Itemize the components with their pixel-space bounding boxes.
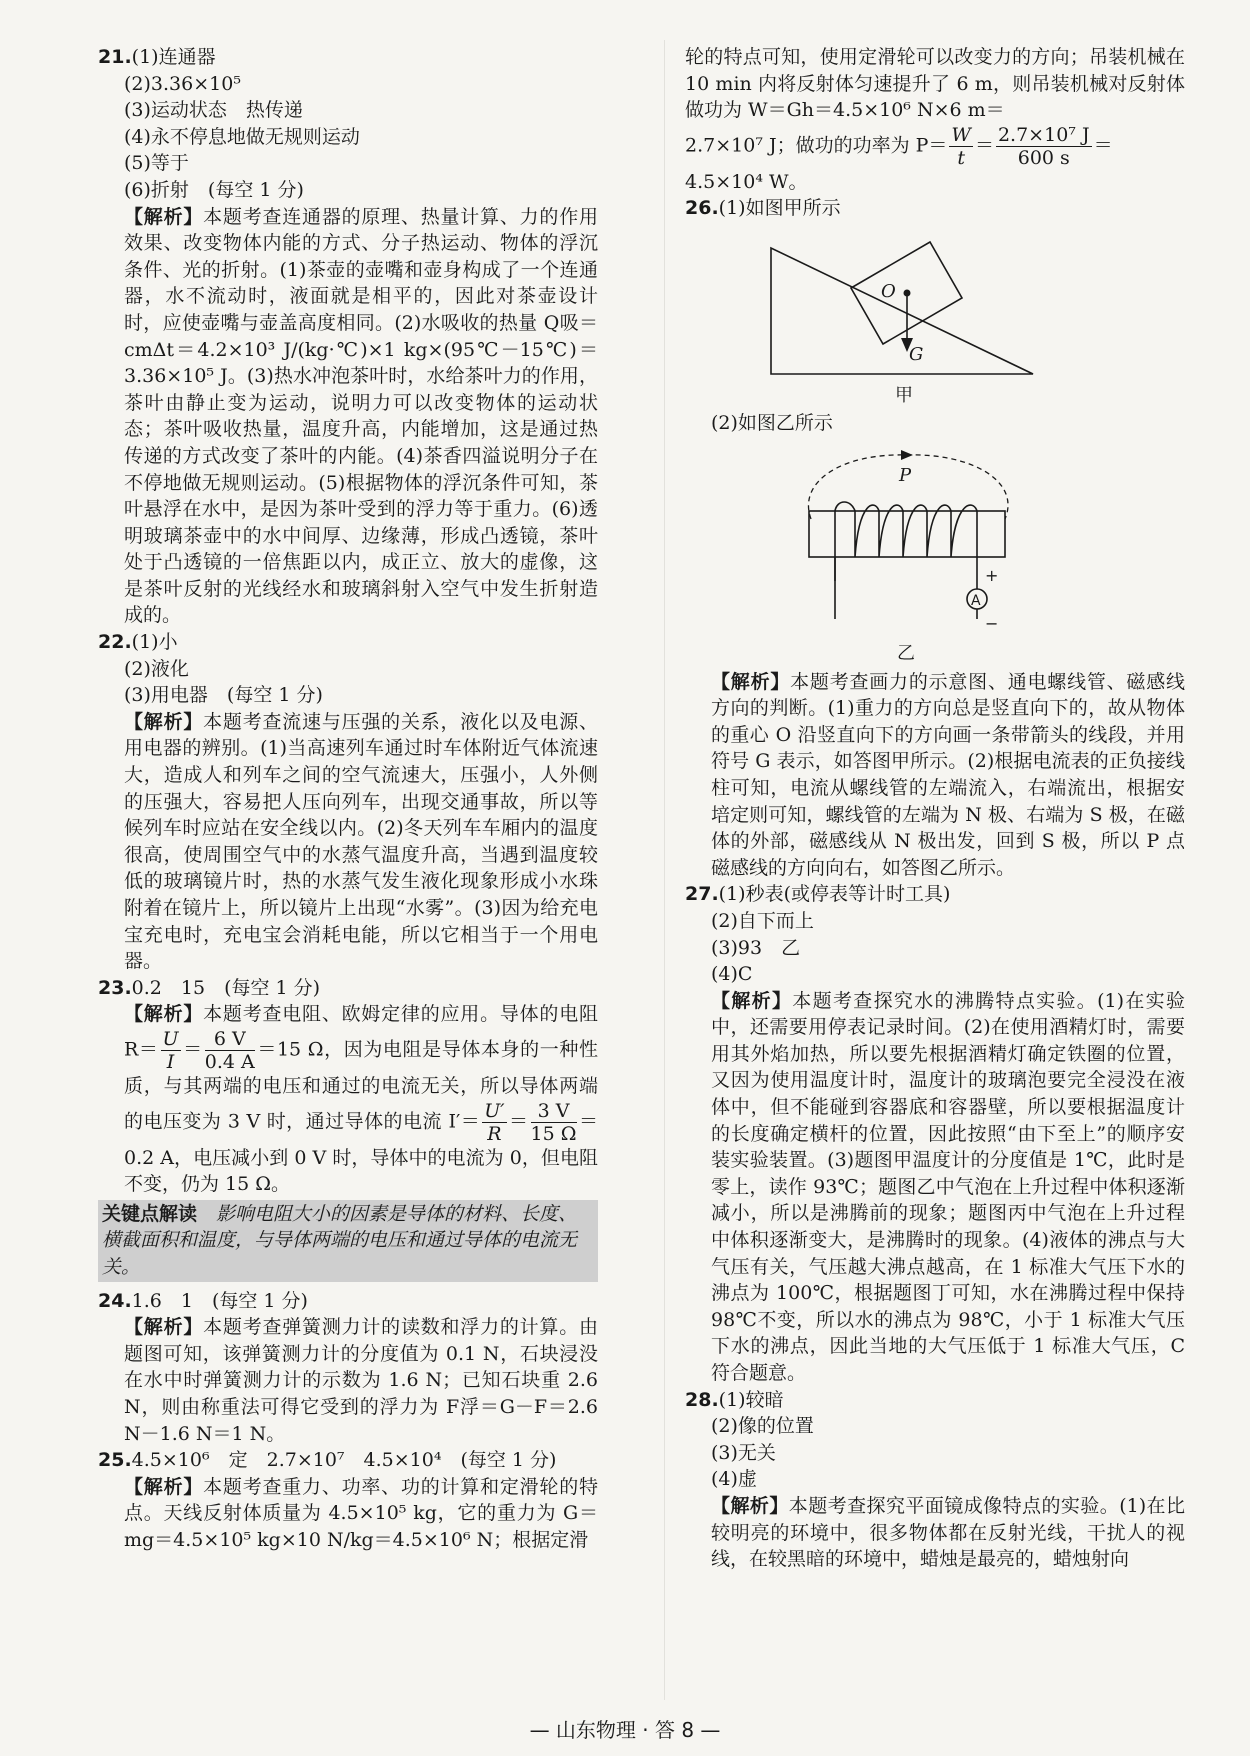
label-o: O (881, 280, 896, 302)
label-plus: + (985, 565, 999, 585)
key-point-box (98, 1200, 598, 1282)
question-24 (98, 1288, 598, 1448)
analysis-text: 4.5×10⁴ W。 (685, 170, 808, 193)
analysis-text: 本题考查重力、功率、功的计算和定滑轮的特点。天线反射体质量为 4.5×10⁵ kg，它的重力为 G＝mg＝4.5×10⁵ kg×10 N/kg＝4.5×10⁶ N；根据定滑 (124, 1475, 598, 1551)
answer-line: (4)永不停息地做无规则运动 (124, 125, 360, 148)
analysis-text: 本题考查画力的示意图、通电螺线管、磁感线方向的判断。(1)重力的方向总是竖直向下的，故从物体的重心 O 沿竖直向下的方向画一条带箭头的线段，并用符号 G 表示，如答图甲所示。(2)根据电流表的正负接线柱可知，电流从螺线管的左端流入，右端流出，根据安培定则可知，螺线管的左端为 N 极、右端为 S 极，在磁体的外部，磁感线从 N 极出发，回到 S 极，所以 P 点磁感线的方向向右，如答图乙所示。 (711, 670, 1185, 879)
answer-line: (2)自下而上 (711, 909, 814, 932)
figure-caption: 乙 (897, 642, 915, 664)
analysis (685, 988, 1185, 1387)
incline-triangle (771, 248, 1033, 374)
answer-line: (1)小 (131, 631, 178, 654)
analysis-tag: 【解析】 (124, 710, 204, 733)
equals-sign: ＝ (508, 1110, 529, 1133)
analysis-text: 本题考查流速与压强的关系，液化以及电源、用电器的辨别。(1)当高速列车通过时车体附近气体流速大，造成人和列车之间的空气流速大，压强小，人外侧的压强大，容易把人压向列车，出现交通事故，所以等候列车时应站在安全线以内。(2)冬天列车车厢内的温度很高，使周围空气中的水蒸气温度升高，当遇到温度较低的玻璃镜片时，热的水蒸气发生液化现象形成小水珠附着在镜片上，所以镜片上出现“水雾”。(3)因为给充电宝充电时，充电宝会消耗电能，所以它相当于一个用电器。 (124, 710, 598, 973)
analysis-text: 本题考查电阻、欧姆定律的应用。导体的电阻 R＝ (124, 1003, 598, 1061)
analysis (98, 709, 598, 975)
analysis-tag: 【解析】 (124, 1475, 204, 1498)
fraction-6v-over-04a: $\frac{6 V}{0.4 A}$ (204, 1027, 255, 1073)
answer-line: (2)如图乙所示 (711, 411, 833, 434)
answer-line: (3)无关 (711, 1441, 776, 1464)
question-22 (98, 629, 598, 975)
analysis-tag: 【解析】 (124, 1003, 204, 1026)
key-point-title: 关键点解读 (102, 1202, 198, 1225)
solenoid-core (809, 511, 1005, 557)
analysis (98, 1314, 598, 1447)
analysis-text: 本题考查探究平面镜成像特点的实验。(1)在比较明亮的环境中，很多物体都在反射光线，干扰人的视线，在较黑暗的环境中，蜡烛是最亮的，蜡烛射向 (711, 1494, 1185, 1571)
answer-line: (1)秒表(或停表等计时工具) (718, 883, 951, 906)
analysis (685, 1493, 1185, 1573)
answer-line: 0.2 15 (每空 1 分) (131, 976, 321, 999)
question-25 (98, 1447, 598, 1553)
question-number: 22. (98, 631, 132, 654)
analysis-text (685, 124, 1185, 169)
answer-line: (3)93 乙 (711, 936, 801, 959)
question-number: 27. (685, 883, 719, 906)
analysis-text: ＝0.2 A，电压减小到 0 V 时，导体中的电流为 0，但电阻不变，仍为 15 Ω。 (124, 1110, 598, 1196)
analysis-text: 2.7×10⁷ J；做功的功率为 P＝ (685, 134, 948, 157)
analysis-tag: 【解析】 (711, 670, 791, 693)
equals-sign: ＝ (182, 1038, 203, 1061)
fraction-3v-over-15ohm: $\frac{3 V}{15 \Omega}$ (530, 1099, 577, 1145)
analysis-text: 本题考查弹簧测力计的读数和浮力的计算。由题图可知，该弹簧测力计的分度值为 0.1 N，石块浸没在水中时弹簧测力计的示数为 1.6 N；已知石块重 2.6 N，则由称重法可得它受到的浮力为 F浮＝G－F＝2.6 N－1.6 N＝1 N。 (124, 1316, 598, 1445)
analysis (98, 1474, 598, 1554)
label-g: G (909, 343, 924, 365)
analysis-text: 本题考查连通器的原理、热量计算、力的作用效果、改变物体内能的方式、分子热运动、物体的浮沉条件、光的折射。(1)茶壶的壶嘴和壶身构成了一个连通器，水不流动时，液面就是相平的，因此对茶壶设计时，应使壶嘴与壶盖高度相同。(2)水吸收的热量 Q吸＝cmΔt＝4.2×10³ J/(kg·℃)×1 kg×(95℃－15℃)＝3.36×10⁵ J。(3)热水冲泡茶叶时，水给茶叶力的作用，茶叶由静止变为运动，说明力可以改变物体的运动状态；茶叶吸收热量，温度升高，内能增加，这是通过热传递的方式改变了茶叶的内能。(4)茶香四溢说明分子在不停地做无规则运动。(5)根据物体的浮沉条件可知，茶叶悬浮在水中，是因为茶叶受到的浮力等于重力。(6)透明玻璃茶壶中的水中间厚、边缘薄，形成凸透镜，茶叶处于凸透镜的一倍焦距以内，成正立、放大的虚像，这是茶叶反射的光线经水和玻璃斜射入空气中发生折射造成的。 (124, 205, 598, 627)
solenoid-coil (835, 502, 977, 581)
answer-line: 1.6 1 (每空 1 分) (131, 1289, 308, 1312)
answer-line: (1)如图甲所示 (718, 197, 841, 220)
analysis-text: 轮的特点可知，使用定滑轮可以改变力的方向；吊装机械在 10 min 内将反射体匀速提升了 6 m，则吊装机械对反射体做功为 W＝Gh＝4.5×10⁶ N×6 m＝ (685, 46, 1185, 122)
ammeter-symbol: A (971, 592, 981, 609)
answer-line: (2)像的位置 (711, 1415, 814, 1438)
page-footer: — 山东物理 · 答 8 — (529, 1718, 721, 1742)
answer-line: (6)折射 (每空 1 分) (124, 178, 304, 201)
fraction-u-over-r: $\frac{U'}{R}$ (484, 1099, 505, 1145)
question-27 (685, 881, 1185, 1386)
equals-sign: ＝ (1093, 134, 1113, 157)
question-number: 24. (98, 1289, 132, 1312)
answer-line: (3)运动状态 热传递 (124, 99, 303, 122)
question-number: 26. (685, 197, 719, 220)
right-column (685, 44, 1185, 1573)
question-28 (685, 1387, 1185, 1573)
analysis-text: 本题考查探究水的沸腾特点实验。(1)在实验中，还需要用停表记录时间。(2)在使用酒精灯时，需要用其外焰加热，所以要先根据酒精灯确定铁圈的位置，又因为使用温度计时，温度计的玻璃泡要完全浸没在液体中，但不能碰到容器底和容器壁，所以要根据温度计的长度确定横杆的位置，因此按照“由下至上”的顺序安装实验装置。(3)题图甲温度计的分度值是 1℃，此时是零上，读作 93℃；题图乙中气泡在上升过程中体积逐渐减小，所以是沸腾前的现象；题图丙中气泡在上升过程中体积逐渐变大，是沸腾时的现象。(4)液体的沸点与大气压有关，气压越大沸点越高，在 1 标准大气压下水的沸点为 100℃，根据题图丁可知，水在沸腾过程中保持 98℃不变，所以水的沸点为 98℃，小于 1 标准大气压下水的沸点，因此当地的大气压低于 1 标准大气压，C 符合题意。 (711, 989, 1185, 1384)
field-direction-arrow (901, 450, 913, 460)
answer-line: (1)较暗 (718, 1388, 784, 1411)
analysis (685, 669, 1185, 882)
answer-line: (3)用电器 (每空 1 分) (124, 684, 323, 707)
fraction-u-over-i: $\frac{U}{I}$ (162, 1027, 179, 1073)
question-26 (685, 195, 1185, 881)
left-column (98, 44, 598, 1553)
question-23 (98, 975, 598, 1282)
answer-line: (5)等于 (124, 152, 189, 175)
figure-caption: 甲 (895, 384, 913, 406)
analysis-tag: 【解析】 (711, 989, 793, 1012)
question-number: 21. (98, 46, 132, 68)
analysis-tag: 【解析】 (124, 1316, 204, 1339)
analysis (98, 1001, 598, 1197)
answer-line: (1)连通器 (131, 46, 216, 68)
equals-sign: ＝ (974, 134, 994, 157)
answer-line: (2)3.36×10⁵ (124, 72, 241, 95)
fraction-w-over-t: $\frac{W}{t}$ (951, 123, 971, 169)
analysis-tag: 【解析】 (124, 205, 204, 228)
fraction-work-over-time: $\frac{\text{2.7×10⁷ J}}{600 s}$ (997, 123, 1090, 169)
figure-solenoid (685, 441, 1185, 665)
answer-line: (4)C (711, 963, 753, 986)
figure-incline-gravity (685, 226, 1185, 406)
analysis-text: ＝15 Ω，因为电阻是导体本身的一种性质，与其两端的电压和通过的电流无关，所以导体两端的电压变为 3 V 时，通过导体的电流 I′＝ (124, 1038, 598, 1133)
answer-line: 4.5×10⁶ 定 2.7×10⁷ 4.5×10⁴ (每空 1 分) (131, 1449, 557, 1472)
analysis (98, 204, 598, 630)
answer-line: (4)虚 (711, 1468, 757, 1491)
analysis-tag: 【解析】 (711, 1494, 789, 1517)
question-number: 25. (98, 1449, 132, 1472)
question-number: 28. (685, 1388, 719, 1411)
label-minus: − (985, 613, 999, 633)
question-number: 23. (98, 976, 132, 999)
column-divider (664, 40, 665, 1700)
question-21 (98, 44, 598, 629)
question-25-continued (685, 44, 1185, 195)
key-point-text: 影响电阻大小的因素是导体的材料、长度、横截面积和温度，与导体两端的电压和通过导体的电流无关。 (102, 1202, 578, 1278)
label-p: P (899, 464, 912, 486)
answer-line: (2)液化 (124, 657, 189, 680)
